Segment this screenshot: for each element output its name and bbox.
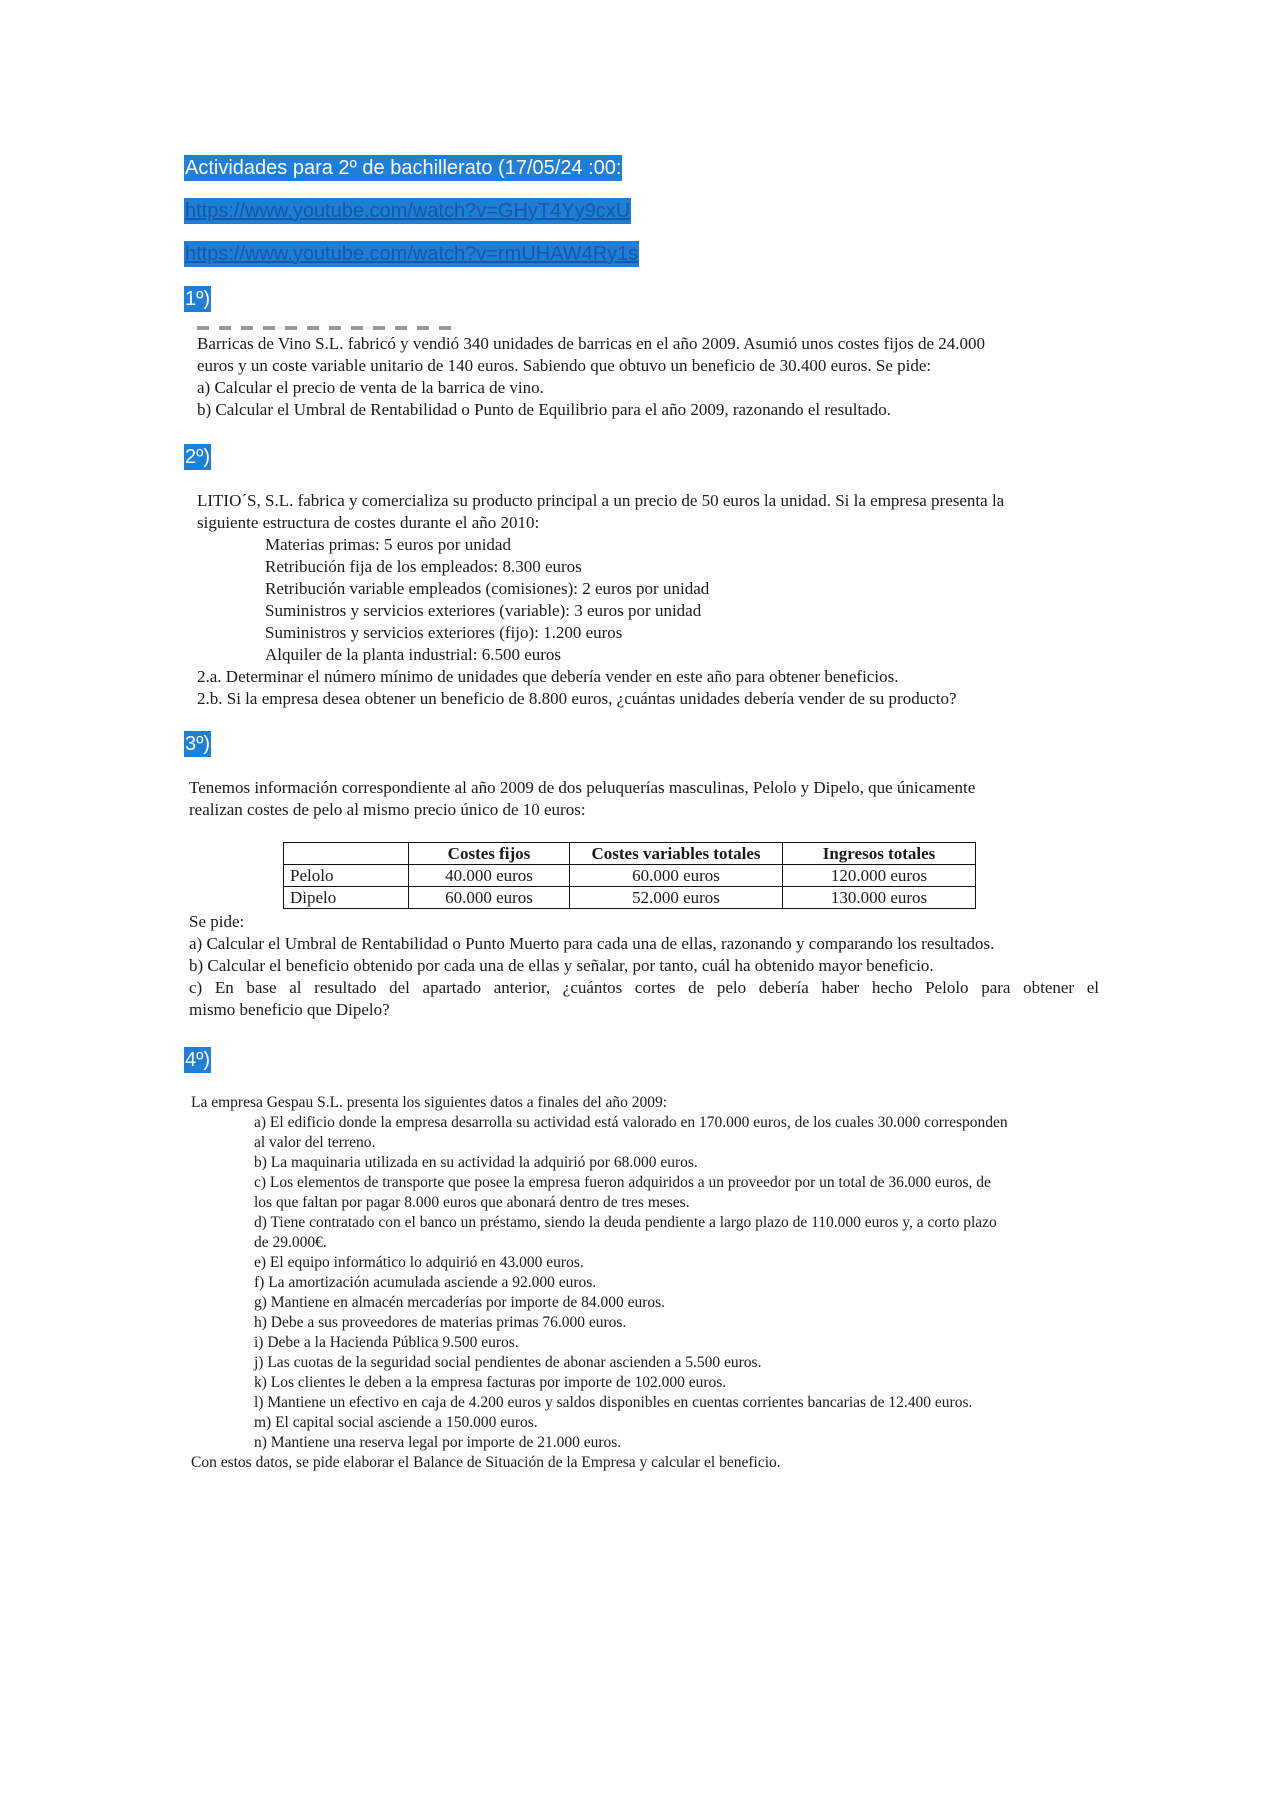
exercise-number-2: 2º) xyxy=(185,446,211,468)
table-cell: 60.000 euros xyxy=(570,865,783,887)
exercise-1-text xyxy=(197,333,985,421)
table-cell: Dipelo xyxy=(284,887,409,909)
table-cell: 40.000 euros xyxy=(409,865,570,887)
exercise-number-4: 4º) xyxy=(185,1049,211,1071)
ex4-item-g: g) Mantiene en almacén mercaderías por importe de 84.000 euros. xyxy=(254,1294,666,1311)
ex4-item-l: l) Mantiene un efectivo en caja de 4.200 euros y saldos disponibles en cuentas corrientes bancarias de 12.400 euros. xyxy=(254,1394,973,1411)
table-cell: 60.000 euros xyxy=(409,887,570,909)
exercise-3-questions xyxy=(189,911,1099,1021)
table-header-row xyxy=(284,843,976,865)
exercise-4-text xyxy=(191,1093,1008,1473)
ex4-item-c-line-1: c) Los elementos de transporte que posee la empresa fueron adquiridos a un proveedor por un total de 36.000 euros, de xyxy=(254,1174,991,1191)
ex3-intro-line-2: realizan costes de pelo al mismo precio único de 10 euros: xyxy=(189,800,586,819)
ex4-item-j: j) Las cuotas de la seguridad social pendientes de abonar ascienden a 5.500 euros. xyxy=(254,1354,762,1371)
ex4-item-a-line-1: a) El edificio donde la empresa desarrolla su actividad está valorado en 170.000 euros, de los cuales 30.000 corresponden xyxy=(254,1114,1008,1131)
ex2-cost-item: Suministros y servicios exteriores (fijo): 1.200 euros xyxy=(265,623,623,642)
ex1-line-1: Barricas de Vino S.L. fabricó y vendió 340 unidades de barricas en el año 2009. Asumió unos costes fijos de 24.000 xyxy=(197,334,986,353)
exercise-3-intro xyxy=(189,777,975,821)
ex2-cost-item: Suministros y servicios exteriores (variable): 3 euros por unidad xyxy=(265,601,702,620)
ex4-item-n: n) Mantiene una reserva legal por importe de 21.000 euros. xyxy=(254,1434,622,1451)
ex4-item-d-line-2: de 29.000€. xyxy=(254,1234,327,1251)
ex4-item-a-line-2: al valor del terreno. xyxy=(254,1134,376,1151)
ex2-question-a: 2.a. Determinar el número mínimo de unidades que debería vender en este año para obtener beneficios. xyxy=(197,667,899,686)
ex2-intro-line-1: LITIO´S, S.L. fabrica y comercializa su producto principal a un precio de 50 euros la unidad. Si la empresa presenta la xyxy=(197,491,1005,510)
ex4-item-h: h) Debe a sus proveedores de materias primas 76.000 euros. xyxy=(254,1314,627,1331)
table-header-cell: Costes fijos xyxy=(409,843,570,865)
table-row xyxy=(284,887,976,909)
ex4-final-instruction: Con estos datos, se pide elaborar el Balance de Situación de la Empresa y calcular el beneficio. xyxy=(191,1454,781,1471)
table-cell: Pelolo xyxy=(284,865,409,887)
youtube-link-1[interactable]: https://www.youtube.com/watch?v=GHyT4Yy9cxU xyxy=(185,200,631,222)
ex2-question-b: 2.b. Si la empresa desea obtener un beneficio de 8.800 euros, ¿cuántas unidades debería vender de su producto? xyxy=(197,689,957,708)
ex2-cost-item: Materias primas: 5 euros por unidad xyxy=(265,535,511,554)
ex1-line-2: euros y un coste variable unitario de 140 euros. Sabiendo que obtuvo un beneficio de 30.400 euros. Se pide: xyxy=(197,356,932,375)
ex4-item-c-line-2: los que faltan por pagar 8.000 euros que abonará dentro de tres meses. xyxy=(254,1194,690,1211)
table-row xyxy=(284,865,976,887)
ex4-intro: La empresa Gespau S.L. presenta los siguientes datos a finales del año 2009: xyxy=(191,1094,668,1111)
ex3-se-pide: Se pide: xyxy=(189,912,245,931)
ex4-item-f: f) La amortización acumulada asciende a 92.000 euros. xyxy=(254,1274,597,1291)
ex3-question-c-line-1: c) En base al resultado del apartado anterior, ¿cuántos cortes de pelo debería haber hecho Pelolo para obtener el xyxy=(189,978,1099,997)
ex3-question-c-line-2: mismo beneficio que Dipelo? xyxy=(189,1000,390,1019)
ex4-item-d-line-1: d) Tiene contratado con el banco un préstamo, siendo la deuda pendiente a largo plazo de 110.000 euros y, a corto plazo xyxy=(254,1214,997,1231)
document-title: Actividades para 2º de bachillerato (17/05/24 :00: xyxy=(185,157,622,179)
ex4-item-b: b) La maquinaria utilizada en su actividad la adquirió por 68.000 euros. xyxy=(254,1154,698,1171)
exercise-2-text xyxy=(197,490,1004,710)
youtube-link-2[interactable]: https://www.youtube.com/watch?v=rmUHAW4Ry1s xyxy=(185,243,639,265)
ex2-cost-item: Alquiler de la planta industrial: 6.500 euros xyxy=(265,645,562,664)
ex4-item-k: k) Los clientes le deben a la empresa facturas por importe de 102.000 euros. xyxy=(254,1374,727,1391)
ex3-question-b: b) Calcular el beneficio obtenido por cada una de ellas y señalar, por tanto, cuál ha obtenido mayor beneficio. xyxy=(189,956,934,975)
costs-table xyxy=(283,842,976,909)
table-cell: 52.000 euros xyxy=(570,887,783,909)
ex4-item-m: m) El capital social asciende a 150.000 euros. xyxy=(254,1414,538,1431)
exercise-number-1: 1º) xyxy=(185,288,211,310)
ex3-intro-line-1: Tenemos información correspondiente al año 2009 de dos peluquerías masculinas, Pelolo y Dipelo, que únicamente xyxy=(189,778,976,797)
table-header-cell: Costes variables totales xyxy=(570,843,783,865)
exercise-number-3: 3º) xyxy=(185,733,211,755)
ex1-question-a: a) Calcular el precio de venta de la barrica de vino. xyxy=(197,378,544,397)
ex3-question-a: a) Calcular el Umbral de Rentabilidad o Punto Muerto para cada una de ellas, razonando y comparando los resultados. xyxy=(189,934,995,953)
ex2-cost-item: Retribución variable empleados (comisiones): 2 euros por unidad xyxy=(265,579,710,598)
ex4-item-i: i) Debe a la Hacienda Pública 9.500 euros. xyxy=(254,1334,519,1351)
table-header-cell: Ingresos totales xyxy=(783,843,976,865)
table-cell: 130.000 euros xyxy=(783,887,976,909)
table-header-cell xyxy=(284,843,409,865)
cropped-header-remnant xyxy=(197,326,457,330)
ex1-question-b: b) Calcular el Umbral de Rentabilidad o Punto de Equilibrio para el año 2009, razonando el resultado. xyxy=(197,400,891,419)
ex2-cost-item: Retribución fija de los empleados: 8.300 euros xyxy=(265,557,582,576)
ex2-intro-line-2: siguiente estructura de costes durante el año 2010: xyxy=(197,513,540,532)
table-cell: 120.000 euros xyxy=(783,865,976,887)
ex4-item-e: e) El equipo informático lo adquirió en 43.000 euros. xyxy=(254,1254,584,1271)
